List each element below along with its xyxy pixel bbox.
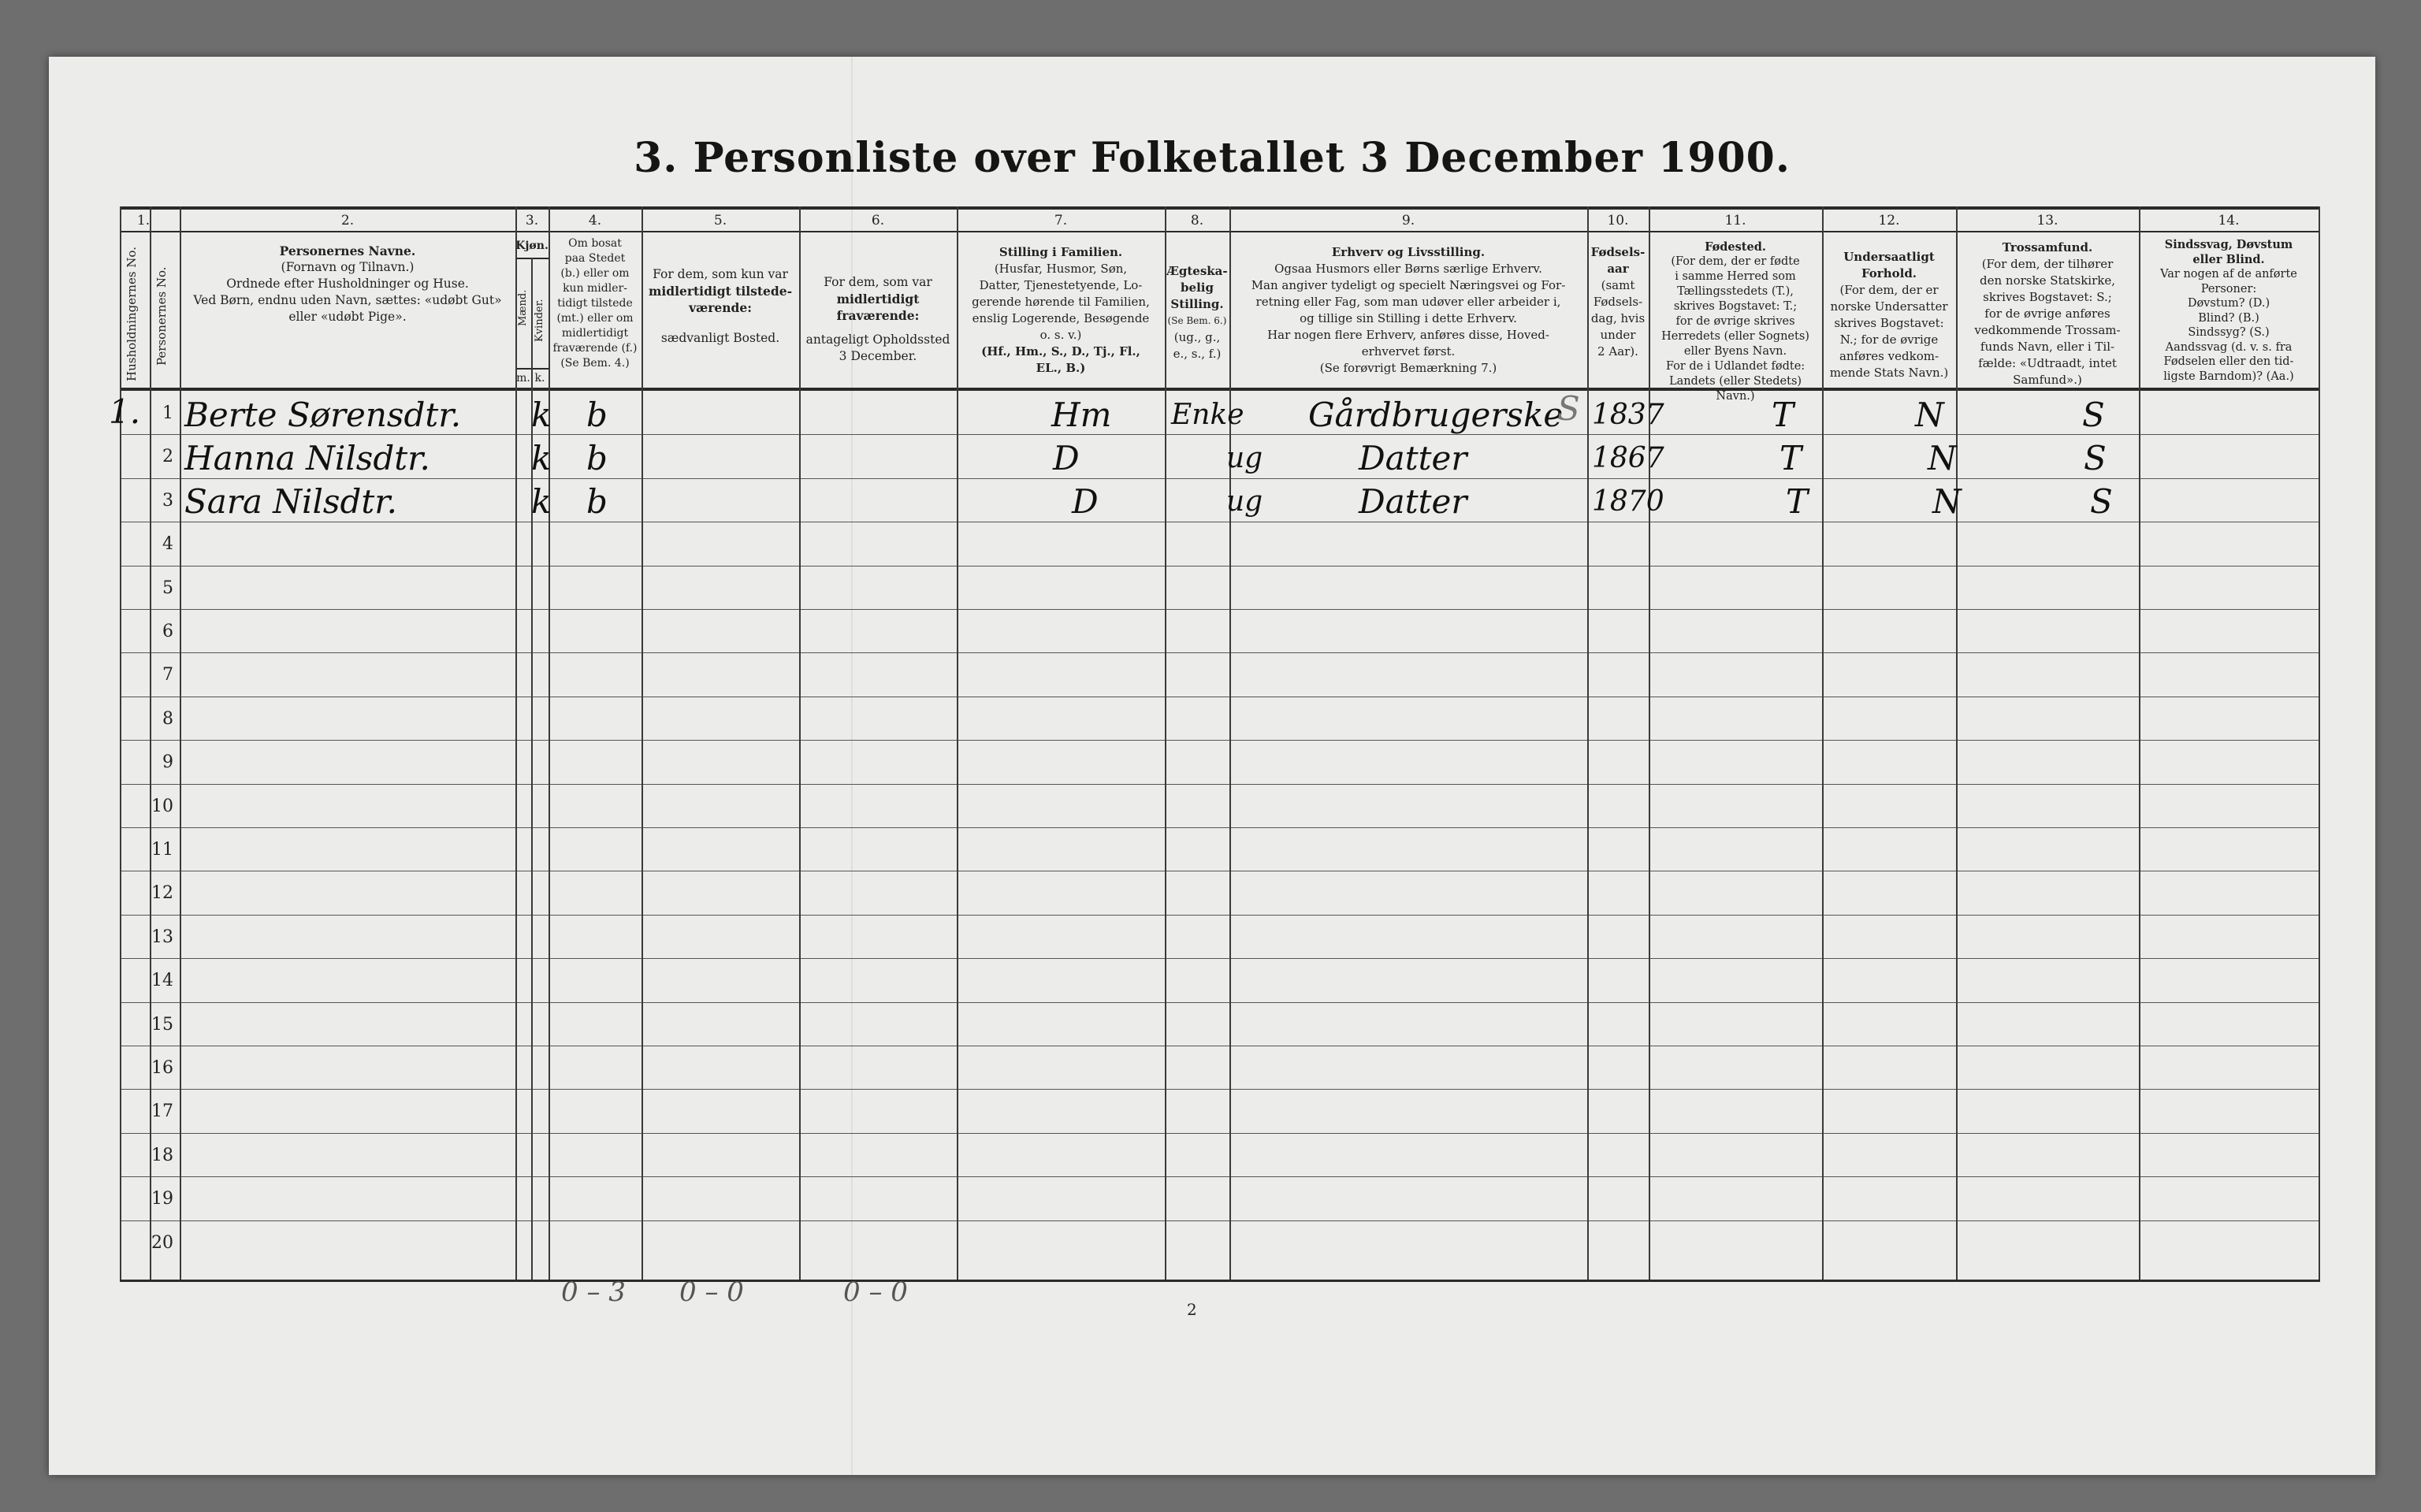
entry-1-sex: k: [531, 396, 552, 434]
header-usual-residence: For dem, som kun var midlertidigt tilstede- værende: sædvanligt Bosted.: [648, 267, 793, 345]
page-fold: [851, 57, 853, 1475]
entry-1-occupation-mark: S: [1557, 389, 1580, 428]
row-line: [120, 827, 2320, 828]
col-line-13: [2139, 206, 2140, 1280]
row-number: 12: [151, 883, 173, 903]
entry-2-religion: S: [2084, 439, 2107, 477]
row-line: [120, 1133, 2320, 1134]
page-title: 3. Personliste over Folketallet 3 December 1900.: [634, 134, 1791, 182]
footer-tally-temp: 0 – 0: [843, 1276, 908, 1308]
row-number: 9: [162, 752, 173, 772]
entry-2-name: Hanna Nilsdtr.: [184, 439, 430, 477]
entry-3-marital: ug: [1226, 485, 1263, 518]
entry-1-birthplace: T: [1772, 396, 1794, 434]
row-number: 2: [162, 447, 173, 466]
entry-2-birthplace: T: [1779, 439, 1802, 477]
row-number: 6: [162, 622, 173, 641]
entry-1-residence: b: [586, 396, 608, 434]
col-number-2: 2.: [340, 213, 355, 228]
top-rule: [120, 206, 2320, 210]
row-number: 5: [162, 578, 173, 598]
header-birthplace: Fødested. (For dem, der er fødte i samme Herred som Tællingsstedets (T.), skrives Bogstavet: T.; for de øvrige skrives Herredets (eller Sognets) eller Byens Navn. For de i Udlandet fødte: Landets (eller Stedets) Navn.): [1661, 240, 1809, 403]
col-line-0: [120, 206, 121, 1280]
header-citizenship: Undersaatligt Forhold. (For dem, der er norske Undersatter skrives Bogstavet: N.; for de øvrige anføres vedkom- mende Stats Navn.): [1829, 250, 1949, 380]
row-number: 15: [151, 1015, 173, 1035]
col-line-9: [1587, 206, 1589, 1280]
row-line: [120, 478, 2320, 479]
col-line-5: [799, 206, 801, 1280]
row-line: [120, 1176, 2320, 1177]
row-number: 3: [162, 491, 173, 511]
entry-1-birth-year: 1837: [1592, 399, 1664, 431]
col-line-10: [1649, 206, 1650, 1280]
header-temp-location: For dem, som var midlertidigt fraværende: antageligt Opholdssted 3 December.: [805, 275, 950, 363]
header-birth-year: Fødsels- aar (samt Fødsels- dag, hvis under 2 Aar).: [1590, 245, 1646, 358]
entry-2-family: D: [1053, 439, 1080, 477]
header-household-no: Husholdningernes No.: [125, 247, 139, 381]
header-residence: Om bosat paa Stedet (b.) eller om kun midler- tidigt tilstede (mt.) eller om midlertidigt fraværende (f.) (Se Bem. 4.): [552, 237, 638, 370]
entry-1-occupation: Gårdbrugerske: [1308, 396, 1564, 434]
entry-3-occupation: Datter: [1359, 482, 1467, 521]
entry-1-marital: Enke: [1171, 399, 1244, 431]
row-line: [120, 1089, 2320, 1090]
entry-3-religion: S: [2090, 482, 2113, 521]
header-sex-m: m.: [516, 372, 530, 385]
row-number: 8: [162, 709, 173, 729]
header-number-rule: [120, 231, 2320, 232]
col-number-1: 1.: [136, 213, 151, 228]
col-number-4: 4.: [588, 213, 602, 228]
row-line: [120, 784, 2320, 785]
row-line: [120, 1220, 2320, 1221]
entry-2-birth-year: 1867: [1592, 442, 1664, 474]
header-person-no: Personernes No.: [154, 266, 169, 366]
col-number-10: 10.: [1607, 213, 1629, 228]
page-number: 2: [1187, 1300, 1197, 1319]
household-number: 1.: [109, 392, 141, 431]
col-line-6: [957, 206, 958, 1280]
entry-3-birth-year: 1870: [1592, 485, 1664, 518]
header-religion: Trossamfund. (For dem, der tilhører den norske Statskirke, skrives Bogstavet: S.; for de øvrige anføres vedkommende Trossam- funds Navn, eller i Til- fælde: «Udtraadt, intet Samfund».): [1974, 240, 2121, 387]
entry-3-citizenship: N: [1932, 482, 1962, 521]
entry-2-marital: ug: [1226, 442, 1263, 474]
col-number-13: 13.: [2036, 213, 2058, 228]
footer-tally-residence: 0 – 0: [679, 1276, 744, 1308]
row-line: [120, 609, 2320, 610]
row-number: 19: [151, 1189, 173, 1209]
row-line: [120, 740, 2320, 741]
row-line: [120, 958, 2320, 959]
row-number: 11: [151, 840, 173, 860]
row-line: [120, 566, 2320, 567]
entry-2-residence: b: [586, 439, 608, 477]
entry-2-sex: k: [531, 439, 552, 477]
entry-1-name: Berte Sørensdtr.: [184, 396, 462, 434]
entry-3-residence: b: [586, 482, 608, 521]
row-line: [120, 915, 2320, 916]
col-line-end: [2319, 206, 2320, 1280]
footer-tally-sex: 0 – 3: [561, 1276, 626, 1308]
header-sex-k: k.: [534, 372, 545, 385]
col-number-12: 12.: [1878, 213, 1900, 228]
entry-3-name: Sara Nilsdtr.: [184, 482, 398, 521]
col-line-2: [515, 206, 517, 1280]
col-line-1b: [180, 206, 181, 1280]
row-number: 4: [162, 534, 173, 554]
header-names: Personernes Navne. (Fornavn og Tilnavn.) Ordnede efter Husholdninger og Huse. Ved Børn, endnu uden Navn, sættes: «udøbt Gut» eller «udøbt Pige».: [193, 243, 502, 324]
row-number: 7: [162, 665, 173, 685]
col-number-14: 14.: [2218, 213, 2240, 228]
header-occupation: Erhverv og Livsstilling. Ogsaa Husmors eller Børns særlige Erhverv. Man angiver tydeligt og specielt Næringsvei og For- retning eller Fag, som man udøver eller arbeider i, og tillige sin Stilling i dette Erhverv. Har nogen flere Erhverv, anføres disse, Hoved- erhvervet først. (Se forøvrigt Bemærkning 7.): [1251, 245, 1566, 375]
col-number-6: 6.: [871, 213, 885, 228]
census-sheet: [49, 57, 2375, 1475]
row-line: [120, 652, 2320, 653]
col-line-12: [1956, 206, 1958, 1280]
header-disability: Sindssvag, Døvstum eller Blind. Var nogen af de anførte Personer: Døvstum? (D.) Blind? (B.) Sindssyg? (S.) Aandssvag (d. v. s. fra Fødselen eller den tid- ligste Barndom)? (Aa.): [2160, 238, 2297, 383]
col-number-3: 3.: [525, 213, 539, 228]
row-number: 13: [151, 927, 173, 947]
col-number-7: 7.: [1054, 213, 1068, 228]
header-sex-men: Mænd.: [517, 289, 529, 326]
col-line-8: [1229, 206, 1231, 1280]
row-line: [120, 1002, 2320, 1003]
table-bottom-rule: [120, 1280, 2320, 1282]
col-number-11: 11.: [1724, 213, 1746, 228]
header-sex-women: Kvinder.: [534, 299, 545, 342]
entry-1-citizenship: N: [1915, 396, 1944, 434]
entry-1-religion: S: [2082, 396, 2105, 434]
entry-2-citizenship: N: [1928, 439, 1957, 477]
col-line-11: [1822, 206, 1824, 1280]
header-marital: Ægteska- belig Stilling. (Se Bem. 6.) (ug., g., e., s., f.): [1166, 264, 1228, 361]
row-number: 17: [151, 1101, 173, 1121]
row-number: 10: [151, 797, 173, 816]
col-number-9: 9.: [1401, 213, 1415, 228]
col-line-7: [1165, 206, 1166, 1280]
entry-3-family: D: [1072, 482, 1099, 521]
col-line-4: [642, 206, 643, 1280]
entry-3-sex: k: [531, 482, 552, 521]
col-number-5: 5.: [713, 213, 727, 228]
row-number: 14: [151, 971, 173, 990]
row-number: 16: [151, 1058, 173, 1078]
row-number: 18: [151, 1146, 173, 1165]
header-family-position: Stilling i Familien. (Husfar, Husmor, Søn, Datter, Tjenestetyende, Lo- gerende hørende til Familien, enslig Logerende, Besøgende o. s. v.) (Hf., Hm., S., D., Tj., Fl., EL., B.): [972, 245, 1150, 375]
row-number: 20: [151, 1233, 173, 1253]
entry-2-occupation: Datter: [1359, 439, 1467, 477]
col-number-8: 8.: [1190, 213, 1204, 228]
header-sex: Kjøn.: [515, 240, 549, 252]
entry-3-birthplace: T: [1786, 482, 1809, 521]
row-line: [120, 434, 2320, 435]
row-number: 1: [162, 403, 173, 423]
entry-1-family: Hm: [1051, 396, 1112, 434]
